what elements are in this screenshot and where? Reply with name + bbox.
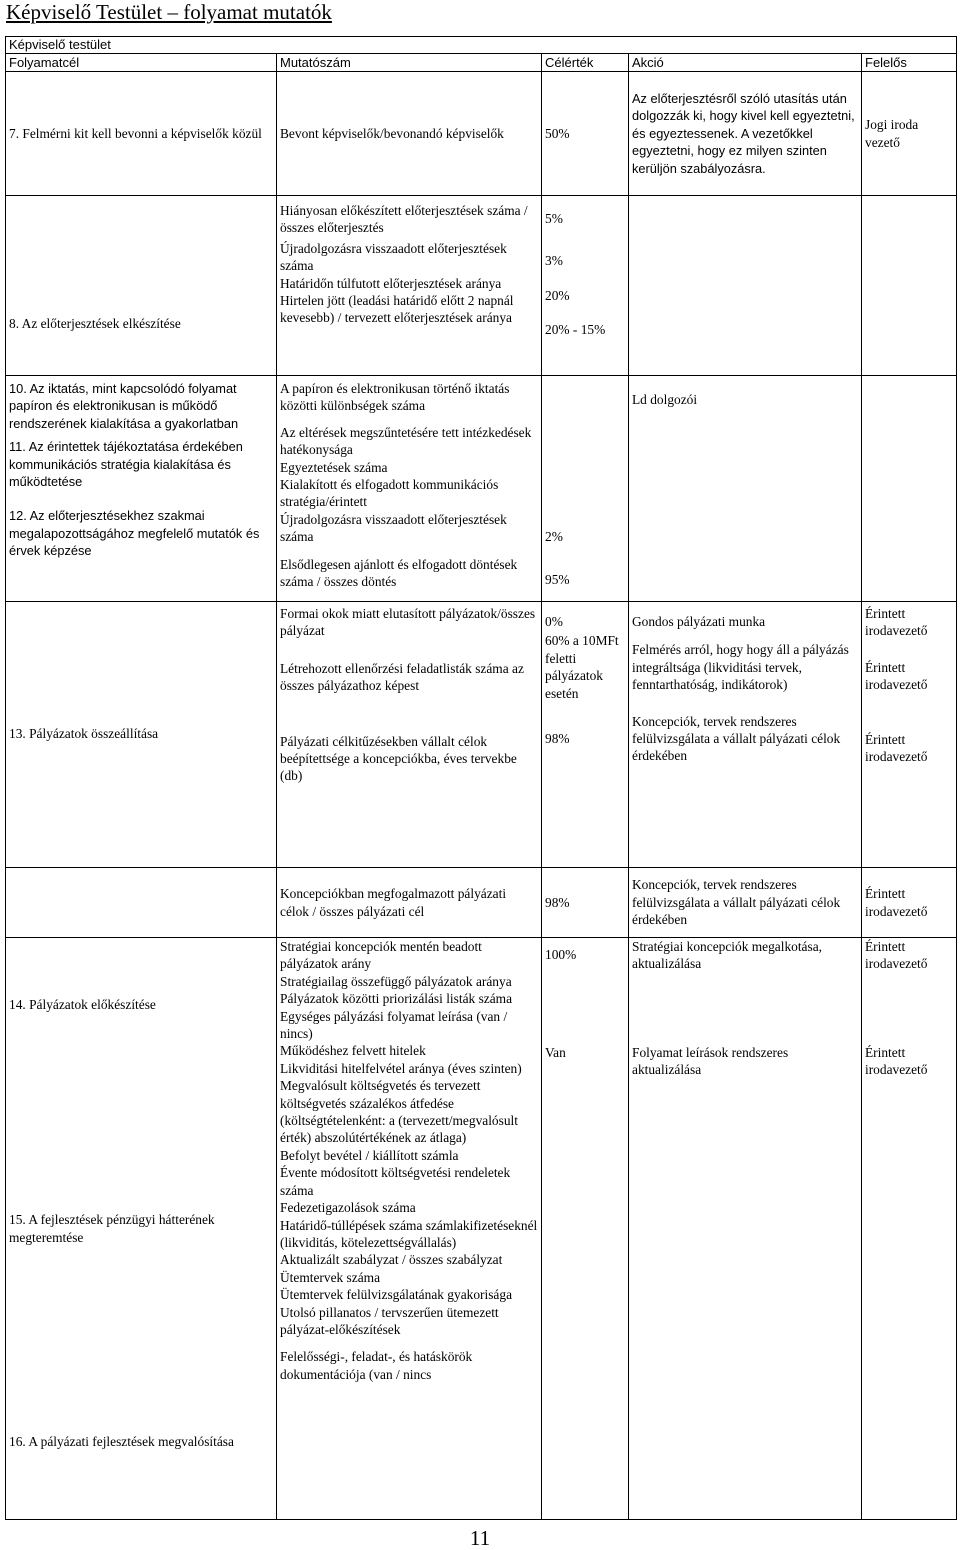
table-row — [6, 602, 957, 868]
indicator-item: Működéshez felvett hitelek — [280, 1043, 426, 1059]
target-cell — [542, 938, 629, 1520]
indicator-item: Hiányosan előkészített előterjesztések száma / összes előterjesztés — [280, 203, 528, 236]
owner-item: Érintett irodavezető — [865, 606, 928, 639]
indicator-item: Aktualizált szabályzat / összes szabályzat — [280, 1252, 503, 1268]
target-item: 20% — [545, 287, 570, 303]
table-caption: Képviselő testület — [6, 37, 957, 54]
goal-item: 11. Az érintettek tájékoztatása érdekében kommunikációs stratégia kialakítása és működtetése — [9, 439, 243, 490]
indicator-item: Újradolgozásra visszaadott előterjesztések száma — [280, 511, 507, 545]
target-item: 60% a 10MFt feletti pályázatok esetén — [545, 633, 619, 701]
indicator-item: Az eltérések megszűntetésére tett intézkedések hatékonysága — [280, 424, 532, 458]
action-item: Felmérés arról, hogy hogy áll a pályázás integráltsága (likviditási tervek, fenntarthatóság, indikátorok) — [632, 642, 849, 693]
table-row — [6, 376, 957, 602]
owner-cell — [862, 376, 957, 602]
indicator-item: Pályázatok közötti priorizálási listák száma — [280, 991, 513, 1007]
indicator-item: A papíron és elektronikusan történő iktatás közötti különbségek száma — [280, 381, 510, 414]
indicator-item: Formai okok miatt elutasított pályázatok/összes pályázat — [280, 606, 536, 639]
target-item: 100% — [545, 947, 577, 962]
indicator-item: Likviditási hitelfelvétel aránya (éves szinten) — [280, 1060, 522, 1076]
owner-item: Érintett irodavezető — [865, 939, 928, 972]
indicator-item: Évente módosított költségvetési rendeletek száma — [280, 1165, 511, 1198]
target-cell — [542, 602, 629, 868]
target-item: 20% - 15% — [545, 322, 606, 338]
owner-cell: Érintett irodavezető — [862, 868, 957, 938]
table-row — [6, 196, 957, 376]
indicator-item: Utolsó pillanatos / tervszerűen ütemezett pályázat-előkészítések — [280, 1304, 499, 1337]
goal-cell: 7. Felmérni kit kell bevonni a képviselők közül — [6, 72, 277, 196]
goal-item: 16. A pályázati fejlesztések megvalósítása — [9, 1434, 234, 1450]
header-action: Akció — [629, 54, 862, 72]
target-item: 98% — [545, 731, 570, 747]
table-row — [6, 938, 957, 1520]
action-cell — [629, 938, 862, 1520]
target-cell — [542, 196, 629, 376]
action-cell — [629, 196, 862, 376]
indicator-item: Stratégiailag összefüggő pályázatok aránya — [280, 973, 512, 989]
owner-cell — [862, 938, 957, 1520]
owner-cell — [862, 602, 957, 868]
header-goal: Folyamatcél — [6, 54, 277, 72]
goal-item: 15. A fejlesztések pénzügyi hátterének megteremtése — [9, 1212, 215, 1245]
owner-item: Érintett irodavezető — [865, 659, 928, 693]
owner-item: Érintett irodavezető — [865, 731, 928, 765]
owner-item: Érintett irodavezető — [865, 1044, 928, 1078]
action-item: Stratégiai koncepciók megalkotása, aktualizálása — [632, 939, 823, 972]
indicator-item: Stratégiai koncepciók mentén beadott pályázatok arány — [280, 939, 482, 972]
action-cell — [629, 602, 862, 868]
goal-item: 10. Az iktatás, mint kapcsolódó folyamat papíron és elektronikusan is működő rendszerének kialakítása a gyakorlatban — [9, 381, 239, 431]
process-indicator-table — [5, 36, 957, 1520]
target-item: 0% — [545, 614, 563, 629]
indicator-item: Újradolgozásra visszaadott előterjesztések száma — [280, 240, 507, 274]
target-item: 3% — [545, 253, 563, 269]
header-owner: Felelős — [862, 54, 957, 72]
indicator-cell: Koncepciókban megfogalmazott pályázati célok / összes pályázati cél — [277, 868, 542, 938]
indicator-item: Határidő-túllépések száma számlakifizetéseknél (likviditás, kötelezettségvállalás) — [280, 1217, 538, 1250]
indicator-item: Fedezetigazolások száma — [280, 1200, 416, 1216]
owner-cell — [862, 196, 957, 376]
action-cell: Koncepciók, tervek rendszeres felülvizsgálata a vállalt pályázati célok érdekében — [629, 868, 862, 938]
goal-cell — [6, 376, 277, 602]
indicator-item: Hirtelen jött (leadási határidő előtt 2 napnál kevesebb) / tervezett előterjesztések aránya — [280, 293, 514, 326]
indicator-item: Egységes pályázási folyamat leírása (van / nincs) — [280, 1008, 508, 1042]
indicator-item: Pályázati célkitűzésekben vállalt célok beépítettsége a koncepciókba, éves tervekbe (db) — [280, 733, 517, 784]
indicator-cell — [277, 938, 542, 1520]
indicator-item: Létrehozott ellenőrzési feladatlisták száma az összes pályázathoz képest — [280, 660, 524, 694]
action-item: Folyamat leírások rendszeres aktualizálása — [632, 1044, 789, 1078]
goal-item: 14. Pályázatok előkészítése — [9, 997, 156, 1012]
page-number: 11 — [469, 1526, 491, 1550]
goal-cell: 13. Pályázatok összeállítása — [6, 602, 277, 868]
target-item: 2% — [545, 529, 563, 544]
indicator-item: Egyeztetések száma — [280, 459, 388, 475]
document-title: Képviselő Testület – folyamat mutatók — [6, 0, 332, 24]
header-indicator: Mutatószám — [277, 54, 542, 72]
indicator-item: Határidőn túlfutott előterjesztések aránya — [280, 275, 502, 291]
table-row — [6, 868, 957, 938]
table-row — [6, 72, 957, 196]
indicator-cell — [277, 602, 542, 868]
indicator-cell — [277, 376, 542, 602]
action-cell: Ld dolgozói — [629, 376, 862, 602]
target-item: 95% — [545, 572, 570, 588]
owner-cell: Jogi iroda vezető — [862, 72, 957, 196]
target-cell: 98% — [542, 868, 629, 938]
indicator-item: Kialakított és elfogadott kommunikációs stratégia/érintett — [280, 477, 499, 510]
indicator-item: Elsődlegesen ajánlott és elfogadott döntések száma / összes döntés — [280, 556, 518, 590]
goal-cell — [6, 938, 277, 1520]
indicator-item: Felelősségi-, feladat-, és hatáskörök dokumentációja (van / nincs — [280, 1349, 473, 1382]
goal-cell — [6, 868, 277, 938]
indicator-item: Befolyt bevétel / kiállított számla — [280, 1147, 459, 1163]
indicator-cell — [277, 196, 542, 376]
indicator-item: Ütemtervek felülvizsgálatának gyakorisága — [280, 1287, 513, 1303]
indicator-item: Megvalósult költségvetés és tervezett költségvetés százalékos átfedése (költségtételenként: a (tervezett/megvalósult érték) abszolútértékének az átlaga) — [280, 1078, 518, 1146]
header-target: Célérték — [542, 54, 629, 72]
target-cell: 50% — [542, 72, 629, 196]
action-cell: Az előterjesztésről szóló utasítás után dolgozzák ki, hogy kivel kell egyeztetni, és egyeztessenek. A vezetőkkel egyeztetni, hogy ez milyen szinten kerüljön szabályozásra. — [629, 72, 862, 196]
goal-cell: 8. Az előterjesztések elkészítése — [6, 196, 277, 376]
action-item: Gondos pályázati munka — [632, 614, 766, 629]
indicator-cell: Bevont képviselők/bevonandó képviselők — [277, 72, 542, 196]
target-item: 5% — [545, 211, 563, 226]
action-item: Koncepciók, tervek rendszeres felülvizsgálata a vállalt pályázati célok érdekében — [632, 713, 841, 764]
target-cell — [542, 376, 629, 602]
goal-item: 12. Az előterjesztésekhez szakmai megalapozottságához megfelelő mutatók és érvek képzése — [9, 508, 260, 559]
target-item: Van — [545, 1045, 566, 1061]
indicator-item: Ütemtervek száma — [280, 1269, 381, 1285]
